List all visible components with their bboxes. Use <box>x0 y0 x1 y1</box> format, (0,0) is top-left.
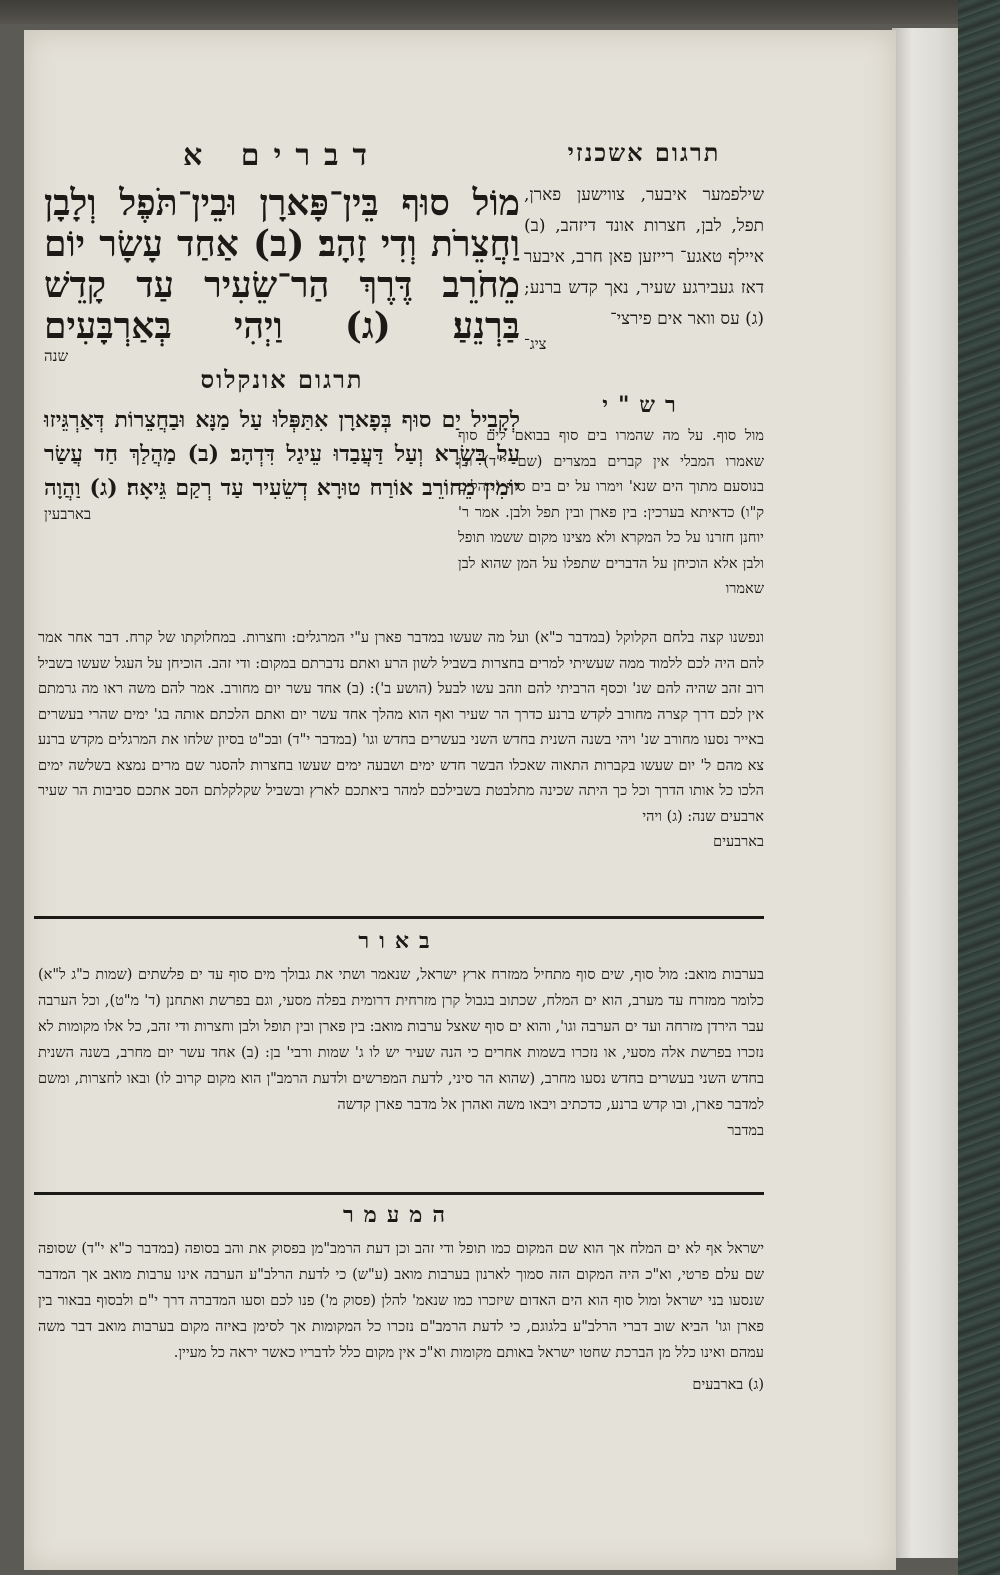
rashi-continuation: ונפשנו קצה בלחם הקלוקל (במדבר כ"א) ועל מה שעשו במדבר פארן ע"י המרגלים: וחצרות. במחלוקתו של קרח. דבר אחר אמר להם היה לכם ללמוד ממה שעשיתי למרים בחצרות בשביל לשון הרע ואתם נדברתם במקום: ודי זהב. הוכיחן על העגל שעשו בשביל רוב זהב שהיה להם שנ' וכסף הרביתי להם וזהב עשו לבעל (הושע ב'): (ב) אחד עשר יום מחורב. אמר להם משה ראו מה גרמתם אין לכם דרך קצרה מחורב לקדש ברנע כדרך הר שעיר ואף הוא מהלך אחד עשר יום ואתם הלכתם אותה בג' ימים שהרי בעשרים באייר נסעו מחורב שנ' ויהי בשנה השנית בחדש השני בעשרים בחדש וגו' (במדבר י"ד) ובכ"ט בסיון שלחו את המרגלים מקדש ברנע צא מהם ל' יום שעשו בקברות התאוה שאכלו הבשר חדש ימים ושבעה ימים שעשו בחצרות להסגר שם מרים נמצא בשלשה ימים הלכו כל אותו הדרך וכל כך היתה שכינה מתלבטת בשבילכם למהר ביאתכם לארץ ובשביל שקלקלתם הסב אתכם סביבות הר שעיר ארבעים שנה: (ג) ויהי <box>38 630 764 825</box>
book-page <box>24 30 896 1570</box>
hameamer-body: ישראל אף לא ים המלח אך הוא שם המקום כמו תופל ודי זהב וכן דעת הרמב"מן בפסוק את והב בסופה (במדבר כ"א י"ד) שסופה שם עלם פרטי, וא"כ היה המקום הזה סמוך לארנון בערבות מואב (ע"ש) כי לדעת הרלב"ע הערבה אינו ערבות מואב אך המדבר שנסעו בני ישראל ומול סוף הוא הים האדום שיזכרו כמו שנאמ' להלן (פסוק מ') פנו לכם וסעו המדברה דרך י"ם ולבסוף בבאור בין פארן וגו' הביא שוב דברי הרלב"ע בלגוגם, כי לדעת הרמב"ם נזכרו כל המקומות אך לסימן באיזה מקום בערבות מואב דבר משה עמהם ואינו כלל מן הברכת שחטו ישראל באותם מקומות וא"כ אין מקום כלל לדבריו כאשר יראה כל מעיין. <box>38 1241 764 1361</box>
hameamer-heading: המעמר <box>343 1202 455 1228</box>
rashi-column-text: מול סוף. על מה שהמרו בים סוף בבואם לים סוף שאמרו המבלי אין קברים במצרים (שם י"ד) וכן בנוסעם מתוך הים שנא' וימרו על ים בים סוף (תהלים ק"ו) כדאיתא בערכין: בין פארן ובין תפל ולבן. אמר ר' יוחנן חזרנו על כל המקרא ולא מצינו מקום ששמו תופל ולבן אלא הוכיחן על הדברים שתפלו על המן שהוא לבן שאמרו <box>458 428 764 597</box>
biur-heading: באור <box>358 928 440 954</box>
torah-text: מוֹל סוּף בֵּין־פָּארָן וּבֵין־תֹּפֶל וְלָבָן וַחֲצֵרֹת וְדִי זָהָב׃ (ב) אַחַד עָשָׂר יוֹם מֵחֹרֵב דֶּרֶךְ הַר־שֵׂעִיר עַד קָדֵשׁ בַּרְנֵעַ׃ (ג) וַיְהִי בְּאַרְבָּעִים <box>44 182 520 347</box>
torah-catchword: שנה <box>44 347 69 365</box>
targum-ashkenazi-text: שילפמער איבער, צווישען פארן, תפל, לבן, חצרות אונד דיזהב, (ב) איילף טאגע־ רייזען פאן חרב, איבער דאז געבירגע שעיר, נאך קדש ברנע; (ג) עס וואר אים פירצי־ <box>524 185 764 329</box>
targum-onkelos-heading: תרגום אונקלוס <box>200 365 364 394</box>
biur-text <box>38 962 764 1144</box>
parsha-heading: דברים א <box>183 138 381 173</box>
book-cover-edge <box>958 0 1000 1575</box>
section-divider-hameamer <box>34 1192 764 1195</box>
targum-catchword: בארבעין <box>44 505 92 523</box>
torah-column <box>44 138 520 523</box>
rashi-heading: רש"י <box>602 392 686 418</box>
hameamer-catchword: (ג) בארבעים <box>692 1377 764 1393</box>
section-divider-biur <box>34 916 764 919</box>
biur-catchword: במדבר <box>727 1123 764 1139</box>
page-stack-edge <box>892 28 958 1558</box>
rashi-full-text <box>38 626 764 856</box>
targum-ashkenazi-catchword: ציג־ <box>524 335 547 353</box>
hameamer-text <box>38 1236 764 1398</box>
rashi-catchword: בארבעים <box>713 834 764 850</box>
targum-ashkenazi-column <box>524 138 764 354</box>
book-binding-top <box>0 0 1000 24</box>
targum-ashkenazi-heading: תרגום אשכנזי <box>567 138 721 167</box>
biur-body: בערבות מואב: מול סוף, שים סוף מתחיל ממזרח ארץ ישראל, שנאמר ושתי את גבולך מים סוף עד ים פלשתים (שמות כ"ג ל"א) כלומר ממזרח עד מערב, הוא ים המלח, שכתוב בגבול קרן מזרחית דרומית בפלה מסעי, וגם בפרשת ואתחנן (ד' מ"ט), וכל הערבה עבר הירדן מזרחה ועד ים הערבה וגו', והוא ים סוף שאצל ערבות מואב: בין פארן ובין תופל ולבן וחצרות ודי זהב, כל אלו מקומות לא נזכרו בפרשת אלה מסעי, או נזכרו בשמות אחרים כי הנה שעיר יש לו ג' שמות ורבי' בן: (ב) אחד עשר יום מחרב, בשנה השנית בחדש השני בעשרים בחדש נסעו מחרב, (שהוא הר סיני, לדעת המפרשים ולדעת הרמב"ן הוא מקום קרוב לו) ובאו לחצרות, ומשם למדבר פארן, ובו קדש ברנע, כדכתיב ויבאו משה ואהרן אל מדבר פארן קדשה <box>38 967 764 1113</box>
targum-onkelos-text: לְקָבֵיל יַם סוּף בְּפָארָן אִתַּפְּלוּ עַל מַנָּא וּבַחֲצֵרוֹת דְּאַרְגֵּיזוּ עַל בִּשְׂרָא וְעַל דַּעֲבַדוּ עֵיגַל דִּדְהָב׃ (ב) מַהֲלַךְ חַד עֲשַׂר יוֹמִין מֵחוֹרֵב אוֹרַח טוּרָא דְשֵׂעִיר עַד רְקַם גֵּיאָה׃ (ג) וַהֲוָה <box>44 407 520 501</box>
